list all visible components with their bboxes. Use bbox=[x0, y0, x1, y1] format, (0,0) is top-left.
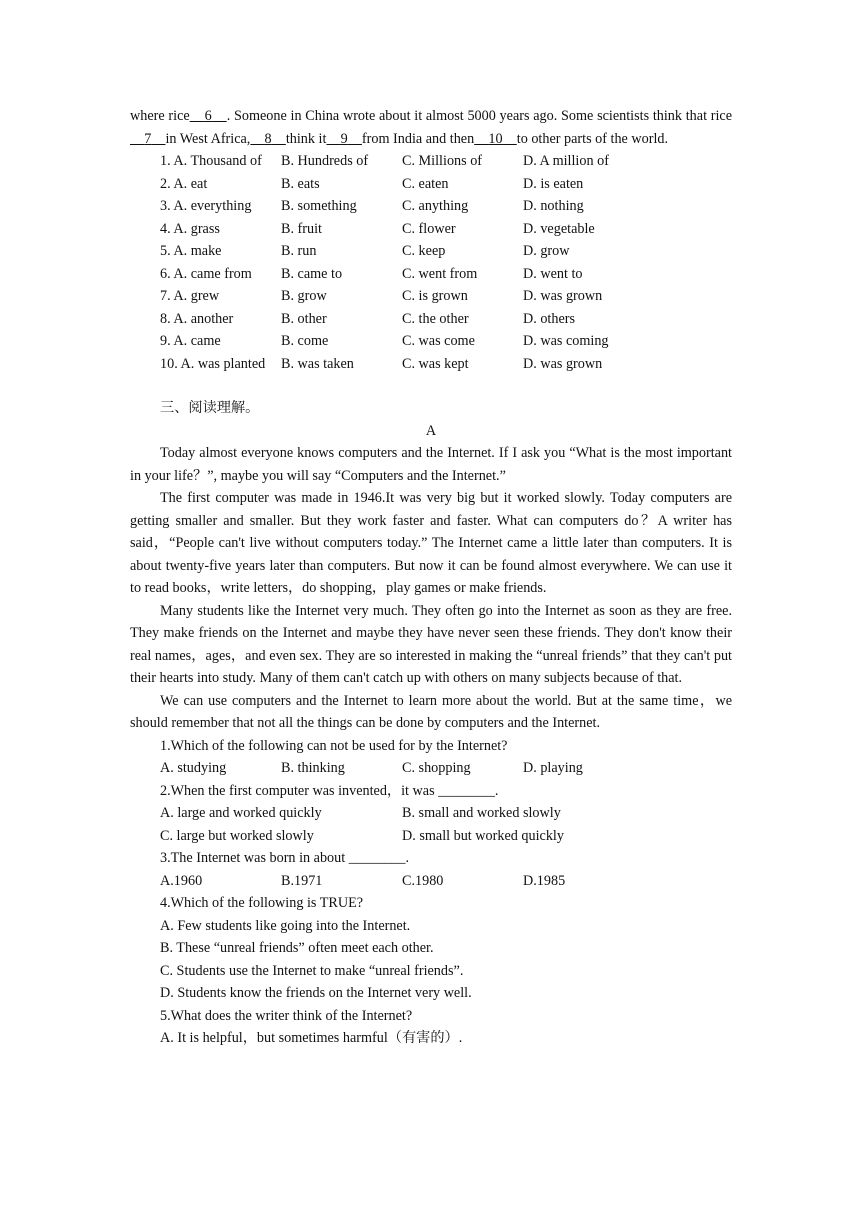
question-5-stem: 5.What does the writer think of the Internet? bbox=[160, 1007, 413, 1024]
option-c: C. keep bbox=[402, 243, 446, 259]
document-content bbox=[130, 105, 732, 1050]
option-row-2 bbox=[130, 173, 732, 196]
option-a: 9. A. came bbox=[160, 333, 221, 349]
option-row-8 bbox=[130, 308, 732, 331]
blank-10: 10 bbox=[488, 130, 503, 147]
text-fragment: . Someone in China wrote about it almost 5000 years ago. Some scientists think that rice bbox=[226, 108, 733, 124]
passage-label: A bbox=[425, 422, 437, 439]
option-d: D.1985 bbox=[523, 872, 566, 889]
option-c: C. eaten bbox=[402, 175, 449, 192]
option-d: D. vegetable bbox=[523, 220, 595, 237]
option-a: A. Few students like going into the Internet. bbox=[160, 917, 411, 934]
option-c: C. Millions of bbox=[402, 153, 483, 169]
blank-9: 9 bbox=[340, 130, 348, 147]
option-c: C. shopping bbox=[402, 760, 471, 776]
option-d: D. went to bbox=[523, 265, 583, 282]
option-b: B. thinking bbox=[281, 760, 345, 776]
option-a: A.1960 bbox=[160, 872, 203, 889]
question-4-stem: 4.Which of the following is TRUE? bbox=[160, 895, 364, 911]
option-row-4 bbox=[130, 218, 732, 241]
passage-paragraph-4: We can use computers and the Internet to learn more about the world. But at the same time，we should remember that not all the things can be done by computers and the Internet. bbox=[130, 692, 732, 731]
blank-8: 8 bbox=[264, 130, 272, 147]
section-heading: 三、阅读理解。 bbox=[160, 400, 260, 416]
option-b: B. come bbox=[281, 333, 329, 349]
option-row-7 bbox=[130, 285, 732, 308]
option-c: C. the other bbox=[402, 310, 469, 327]
option-d: D. small but worked quickly bbox=[402, 827, 564, 844]
option-a: 1. A. Thousand of bbox=[160, 153, 262, 169]
passage-paragraph-3: Many students like the Internet very much. They often go into the Internet as soon as they are free. They make friends on the Internet and maybe they have never seen these friends. They don't know their real names，ages，and even sex. They are so interested in making the “unreal friends” that they can't put their hearts into study. Many of them can't catch up with others on many subjects because of that. bbox=[130, 602, 732, 686]
option-a: 7. A. grew bbox=[160, 288, 220, 304]
option-c: C. was come bbox=[402, 333, 475, 349]
option-a: 2. A. eat bbox=[160, 175, 208, 192]
option-b: B. fruit bbox=[281, 220, 322, 237]
option-b: B. came to bbox=[281, 265, 343, 282]
option-b: B.1971 bbox=[281, 872, 323, 889]
option-d: D. is eaten bbox=[523, 175, 584, 192]
option-c: C. large but worked slowly bbox=[160, 827, 314, 844]
option-a: 4. A. grass bbox=[160, 220, 220, 237]
text-fragment: to other parts of the world. bbox=[516, 130, 669, 147]
text-fragment: in West Africa, bbox=[165, 130, 251, 147]
question-2-stem: 2.When the first computer was invented，it was ________. bbox=[160, 782, 499, 799]
option-d: D. Students know the friends on the Internet very well. bbox=[160, 985, 472, 1001]
option-d: D. was coming bbox=[523, 333, 609, 349]
question-3-stem: 3.The Internet was born in about ________. bbox=[160, 850, 410, 866]
question-1-stem: 1.Which of the following can not be used for by the Internet? bbox=[160, 737, 508, 754]
option-c: C. anything bbox=[402, 198, 469, 214]
option-b: B. eats bbox=[281, 175, 320, 192]
passage-paragraph-1: Today almost everyone knows computers and the Internet. If I ask you “What is the most important in your life？”, maybe you will say “Computers and the Internet.” bbox=[130, 445, 732, 484]
option-c: C. was kept bbox=[402, 355, 469, 372]
option-row-5 bbox=[130, 240, 732, 263]
blank-7: 7 bbox=[144, 130, 152, 147]
question-2-options-cd bbox=[130, 825, 732, 848]
option-row-3 bbox=[130, 195, 732, 218]
option-a: 6. A. came from bbox=[160, 265, 252, 282]
option-c: C.1980 bbox=[402, 872, 444, 889]
question-1-options bbox=[130, 757, 732, 780]
option-row-1 bbox=[130, 150, 732, 173]
option-c: C. Students use the Internet to make “unreal friends”. bbox=[160, 962, 464, 979]
option-d: D. was grown bbox=[523, 288, 603, 304]
option-d: D. A million of bbox=[523, 153, 609, 169]
cloze-passage-tail bbox=[130, 105, 732, 150]
option-b: B. Hundreds of bbox=[281, 153, 369, 169]
text-fragment: where rice bbox=[130, 108, 190, 124]
question-3-options bbox=[130, 870, 732, 893]
option-b: B. other bbox=[281, 310, 327, 327]
text-fragment: from India and then bbox=[361, 130, 475, 147]
option-a: 8. A. another bbox=[160, 310, 234, 327]
option-b: B. small and worked slowly bbox=[402, 805, 561, 821]
option-a: A. studying bbox=[160, 760, 227, 776]
option-a: 3. A. everything bbox=[160, 198, 252, 214]
option-c: C. went from bbox=[402, 265, 478, 282]
blank-6: 6 bbox=[204, 108, 212, 124]
option-d: D. grow bbox=[523, 243, 570, 259]
option-row-9 bbox=[130, 330, 732, 353]
option-b: B. something bbox=[281, 198, 357, 214]
option-d: D. playing bbox=[523, 760, 583, 776]
option-a: A. It is helpful，but sometimes harmful（有害的）. bbox=[160, 1030, 463, 1046]
question-2-options-ab bbox=[130, 802, 732, 825]
option-a: A. large and worked quickly bbox=[160, 805, 322, 821]
option-row-10 bbox=[130, 353, 732, 376]
option-c: C. is grown bbox=[402, 288, 468, 304]
option-a: 10. A. was planted bbox=[160, 355, 266, 372]
option-a: 5. A. make bbox=[160, 243, 222, 259]
option-b: B. was taken bbox=[281, 355, 354, 372]
option-b: B. These “unreal friends” often meet each other. bbox=[160, 940, 434, 956]
option-b: B. run bbox=[281, 243, 317, 259]
option-d: D. others bbox=[523, 310, 576, 327]
option-row-6 bbox=[130, 263, 732, 286]
option-c: C. flower bbox=[402, 220, 456, 237]
passage-paragraph-2: The first computer was made in 1946.It was very big but it worked slowly. Today computers are getting smaller and smaller. But they work faster and faster. What can computers do？A writer has said，“People can't live without computers today.” The Internet came a little later than computers. It is about twenty-five years later than computers. But now it can be found almost everywhere. We can use it to read books，write letters，do shopping，play games or make friends. bbox=[130, 490, 732, 596]
option-b: B. grow bbox=[281, 288, 327, 304]
option-d: D. was grown bbox=[523, 355, 603, 372]
option-d: D. nothing bbox=[523, 198, 584, 214]
cloze-options bbox=[130, 150, 732, 375]
text-fragment: think it bbox=[285, 130, 327, 147]
